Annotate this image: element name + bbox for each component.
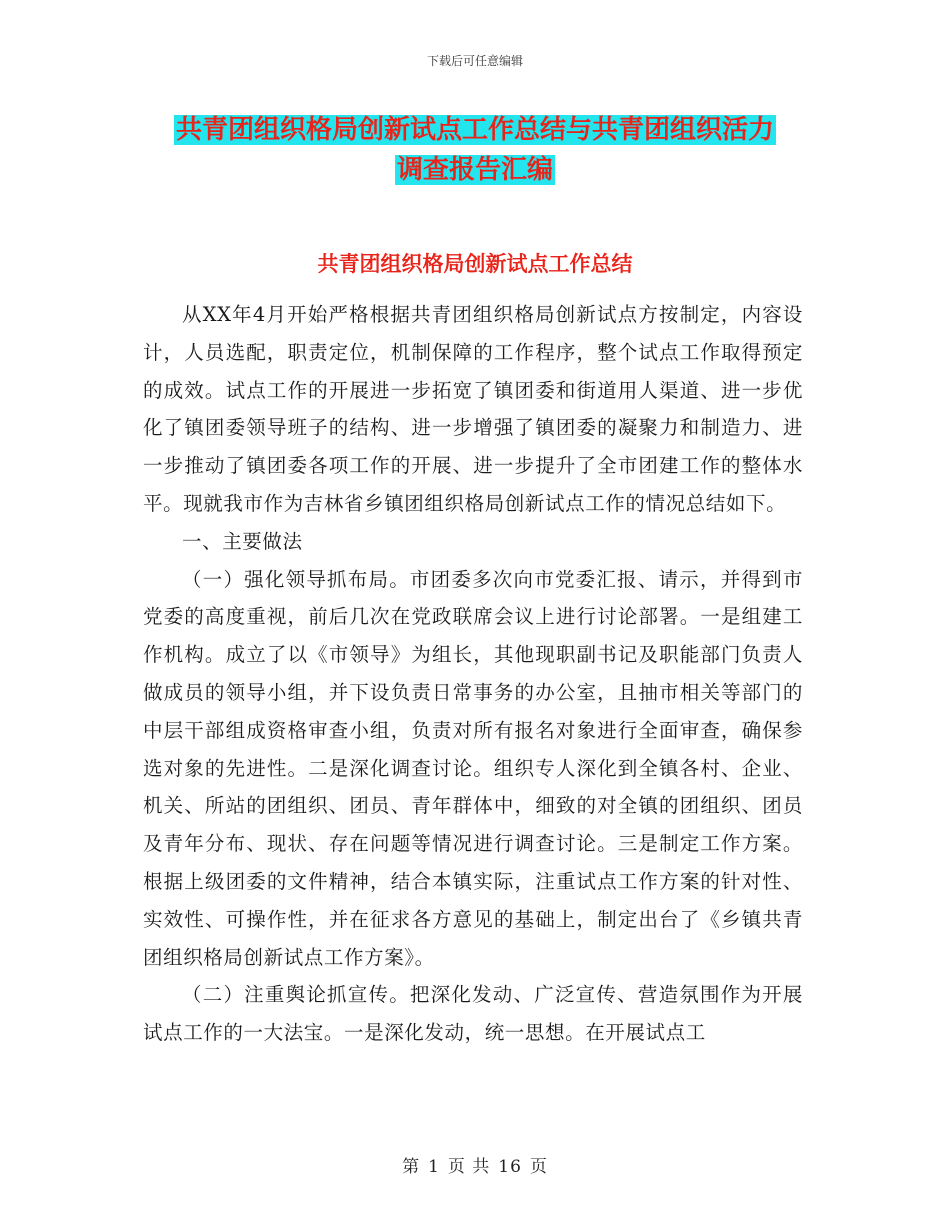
footer-page-number: 1 (428, 1157, 440, 1177)
paragraph-heading: 一、主要做法 (182, 529, 303, 553)
footer-prefix: 第 (402, 1157, 421, 1177)
paragraph: 从XX年4月开始严格根据共青团组织格局创新试点方按制定，内容设计，人员选配，职责定位，机制保障的工作程序，整个试点工作取得预定的成效。试点工作的开展进一步拓宽了镇团委和街道用人渠道、进一步优化了镇团委领导班子的结构、进一步增强了镇团委的凝聚力和制造力、进一步推动了镇团委各项工作的开展、进一步提升了全市团建工作的整体水平。现就我市作为吉林省乡镇团组织格局创新试点工作的情况总结如下。 (143, 303, 803, 515)
footer-middle: 页 共 (447, 1157, 491, 1177)
paragraph: （二）注重舆论抓宣传。把深化发动、广泛宣传、营造氛围作为开展试点工作的一大法宝。一是深化发动，统一思想。在开展试点工 (143, 983, 803, 1045)
page-footer (0, 1152, 950, 1177)
document-body (143, 296, 803, 1052)
section-title: 共青团组织格局创新试点工作总结 (317, 252, 633, 276)
footer-suffix: 页 (529, 1157, 548, 1177)
title-line-1: 共青团组织格局创新试点工作总结与共青团组织活力 (175, 115, 774, 145)
footer-total-pages: 16 (498, 1157, 522, 1177)
paragraph: （一）强化领导抓布局。市团委多次向市党委汇报、请示，并得到市党委的高度重视，前后几次在党政联席会议上进行讨论部署。一是组建工作机构。成立了以《市领导》为组长，其他现职副书记及职能部门负责人做成员的领导小组，并下设负责日常事务的办公室，且抽市相关等部门的中层干部组成资格审查小组，负责对所有报名对象进行全面审查，确保参选对象的先进性。二是深化调查讨论。组织专人深化到全镇各村、企业、机关、所站的团组织、团员、青年群体中，细致的对全镇的团组织、团员及青年分布、现状、存在问题等情况进行调查讨论。三是制定工作方案。根据上级团委的文件精神，结合本镇实际，注重试点工作方案的针对性、实效性、可操作性，并在征求各方意见的基础上，制定出台了《乡镇共青团组织格局创新试点工作方案》。 (143, 567, 803, 969)
document-title (0, 110, 950, 190)
title-line-2: 调查报告汇编 (396, 155, 553, 185)
header-note: 下载后可任意编辑 (426, 54, 523, 68)
